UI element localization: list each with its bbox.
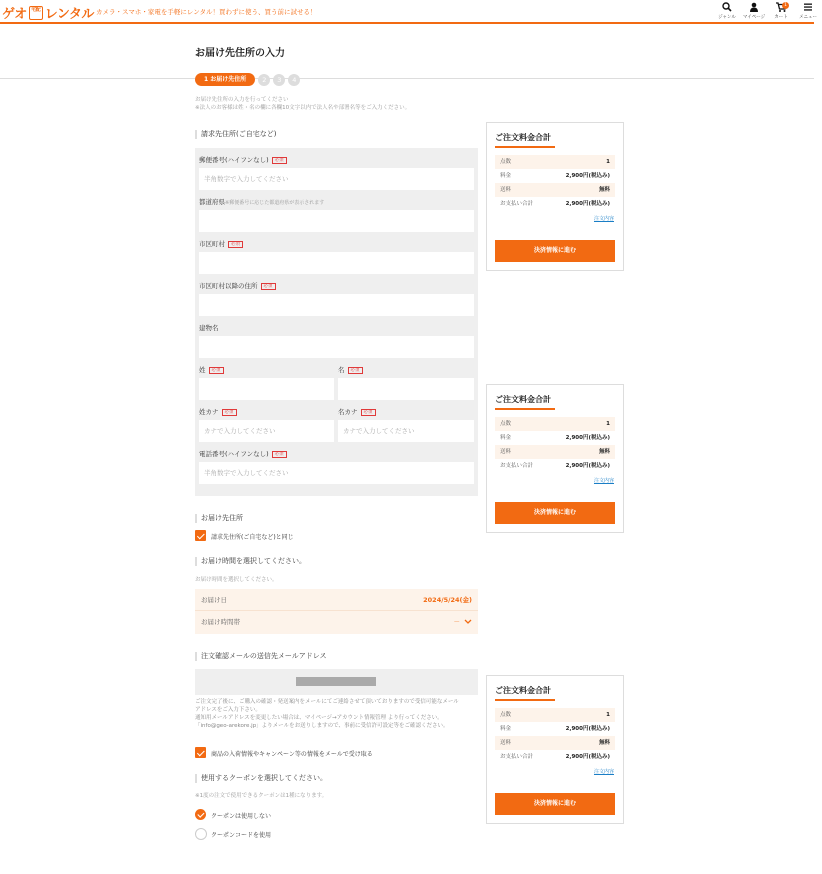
intro-note: お届け先住所の入力を行ってください <box>195 97 289 103</box>
summary-row: 送料 無料 <box>495 736 615 750</box>
email-section-label: 注文確認メールの送信先メールアドレス <box>195 652 327 661</box>
last-name-label: 姓 必須 <box>199 365 224 374</box>
required-badge: 必須 <box>261 283 276 290</box>
first-kana-label: 名カナ 必須 <box>338 407 376 416</box>
summary-row: 料金 2,900円(税込み) <box>500 173 610 179</box>
last-name-input[interactable] <box>199 378 334 400</box>
postal-code-input[interactable] <box>199 168 474 190</box>
delivery-section-label: お届け先住所 <box>195 514 243 523</box>
step-indicator <box>195 73 300 86</box>
menu-icon <box>794 2 822 14</box>
address-label: 市区町村以降の住所 必須 <box>199 281 276 290</box>
phone-input[interactable] <box>199 462 474 484</box>
intro-note: ※法人のお客様は姓・名の欄に各欄10文字以内で法人名や部署名等をご入力ください。 <box>195 105 411 111</box>
building-label: 建物名 <box>199 324 219 332</box>
page-title: お届け先住所の入力 <box>195 48 285 59</box>
summary-row: 点数 1 <box>495 708 615 722</box>
summary-row: 料金 2,900円(税込み) <box>500 435 610 441</box>
last-kana-input[interactable] <box>199 420 334 442</box>
proceed-payment-button[interactable]: 決済情報に進む <box>495 502 615 524</box>
site-logo[interactable]: ゲオ 宅配 レンタル <box>2 6 94 22</box>
cart-icon <box>767 2 795 14</box>
step-2: 2 <box>258 74 270 86</box>
coupon-code-radio[interactable] <box>195 828 207 840</box>
billing-section-label: 請求先住所(ご自宅など) <box>195 130 276 139</box>
nav-menu[interactable]: メニュー <box>794 2 822 20</box>
coupon-code-label: クーポンコードを使用 <box>211 832 272 839</box>
cart-count-badge: 1 <box>782 2 789 9</box>
delivery-date-box <box>195 589 478 634</box>
delivery-slot-value: － <box>453 618 460 626</box>
delivery-time-heading: お届け時間を選択してください。 <box>195 557 306 566</box>
divider <box>495 699 555 701</box>
order-details-link[interactable]: 注文内容 <box>593 769 614 775</box>
logo-badge: 宅配 <box>29 6 43 20</box>
building-input[interactable] <box>199 336 474 358</box>
first-name-label: 名 必須 <box>338 365 363 374</box>
nav-cart[interactable]: カート 1 <box>767 2 795 20</box>
prefecture-label: 都道府県※郵便番号に応じた都道府県が表示されます <box>199 198 325 206</box>
site-header <box>0 0 817 24</box>
summary-title: ご注文料金合計 <box>495 395 551 404</box>
first-kana-input[interactable] <box>338 420 474 442</box>
summary-row: 点数 1 <box>495 417 615 431</box>
divider <box>0 78 814 79</box>
newsletter-label: 商品の入荷情報やキャンペーン等の情報をメールで受け取る <box>211 751 373 758</box>
prefecture-input[interactable] <box>199 210 474 232</box>
search-icon <box>713 2 741 14</box>
summary-title: ご注文料金合計 <box>495 133 551 142</box>
delivery-date-value: 2024/5/24(金) <box>423 596 472 604</box>
city-label: 市区町村 必須 <box>199 239 243 248</box>
step-4: 4 <box>288 74 300 86</box>
required-badge: 必須 <box>361 409 376 416</box>
same-address-label: 請求先住所(ご自宅など)と同じ <box>211 534 294 541</box>
user-icon <box>740 2 768 14</box>
required-badge: 必須 <box>209 367 224 374</box>
summary-row: お支払い合計 2,900円(税込み) <box>500 463 610 469</box>
redacted-email <box>296 677 376 686</box>
coupon-none-label: クーポンは使用しない <box>211 813 272 820</box>
first-name-input[interactable] <box>338 378 474 400</box>
required-badge: 必須 <box>348 367 363 374</box>
delivery-slot-select[interactable]: お届け時間帯 － <box>195 611 478 633</box>
summary-row: お支払い合計 2,900円(税込み) <box>500 201 610 207</box>
required-badge: 必須 <box>222 409 237 416</box>
summary-row: 点数 1 <box>495 155 615 169</box>
summary-row: 送料 無料 <box>495 445 615 459</box>
postal-label: 郵便番号(ハイフンなし) 必須 <box>199 155 287 164</box>
nav-mypage[interactable]: マイページ <box>740 2 768 20</box>
phone-label: 電話番号(ハイフンなし) 必須 <box>199 449 287 458</box>
order-summary-panel <box>486 675 624 824</box>
order-summary-panel <box>486 122 624 271</box>
order-details-link[interactable]: 注文内容 <box>593 216 614 222</box>
coupon-none-radio[interactable] <box>195 809 206 820</box>
summary-row: 送料 無料 <box>495 183 615 197</box>
order-summary-panel <box>486 384 624 533</box>
email-display <box>195 669 478 695</box>
proceed-payment-button[interactable]: 決済情報に進む <box>495 240 615 262</box>
step-3: 3 <box>273 74 285 86</box>
tagline: カメラ・スマホ・家電を手軽にレンタル！買わずに使う、買う前に試せる！ <box>96 8 317 16</box>
delivery-date-row: お届け日 2024/5/24(金) <box>195 589 478 611</box>
address-input[interactable] <box>199 294 474 316</box>
chevron-down-icon <box>464 611 472 642</box>
email-note: ご注文完了後に、ご購入の確認・発送案内をメールにてご連絡させて頂いておりますので受信可能なメール アドレスをご入力下さい。 通知用メールアドレスを変更したい場合は、マイページ→アカウント情報管理 より行ってください。 「info@geo-arekore.jp」よりメールをお送りしますので、事前に受信許可設定等をご確認ください。 <box>195 699 459 729</box>
required-badge: 必須 <box>272 451 287 458</box>
newsletter-checkbox[interactable] <box>195 747 206 758</box>
proceed-payment-button[interactable]: 決済情報に進む <box>495 793 615 815</box>
summary-title: ご注文料金合計 <box>495 686 551 695</box>
required-badge: 必須 <box>272 157 287 164</box>
order-details-link[interactable]: 注文内容 <box>593 478 614 484</box>
step-1-active: 1 お届け先住所 <box>195 73 255 86</box>
coupon-heading: 使用するクーポンを選択してください。 <box>195 774 327 783</box>
city-input[interactable] <box>199 252 474 274</box>
billing-form <box>195 148 478 496</box>
summary-row: お支払い合計 2,900円(税込み) <box>500 754 610 760</box>
divider <box>495 408 555 410</box>
last-kana-label: 姓カナ 必須 <box>199 407 237 416</box>
coupon-note: ※1度の注文で使用できるクーポンは1種になります。 <box>195 793 328 799</box>
nav-genre[interactable]: ジャンル <box>713 2 741 20</box>
delivery-time-note: お届け時間を選択してください。 <box>195 577 278 583</box>
divider <box>495 146 555 148</box>
same-address-checkbox[interactable] <box>195 530 206 541</box>
required-badge: 必須 <box>228 241 243 248</box>
summary-row: 料金 2,900円(税込み) <box>500 726 610 732</box>
